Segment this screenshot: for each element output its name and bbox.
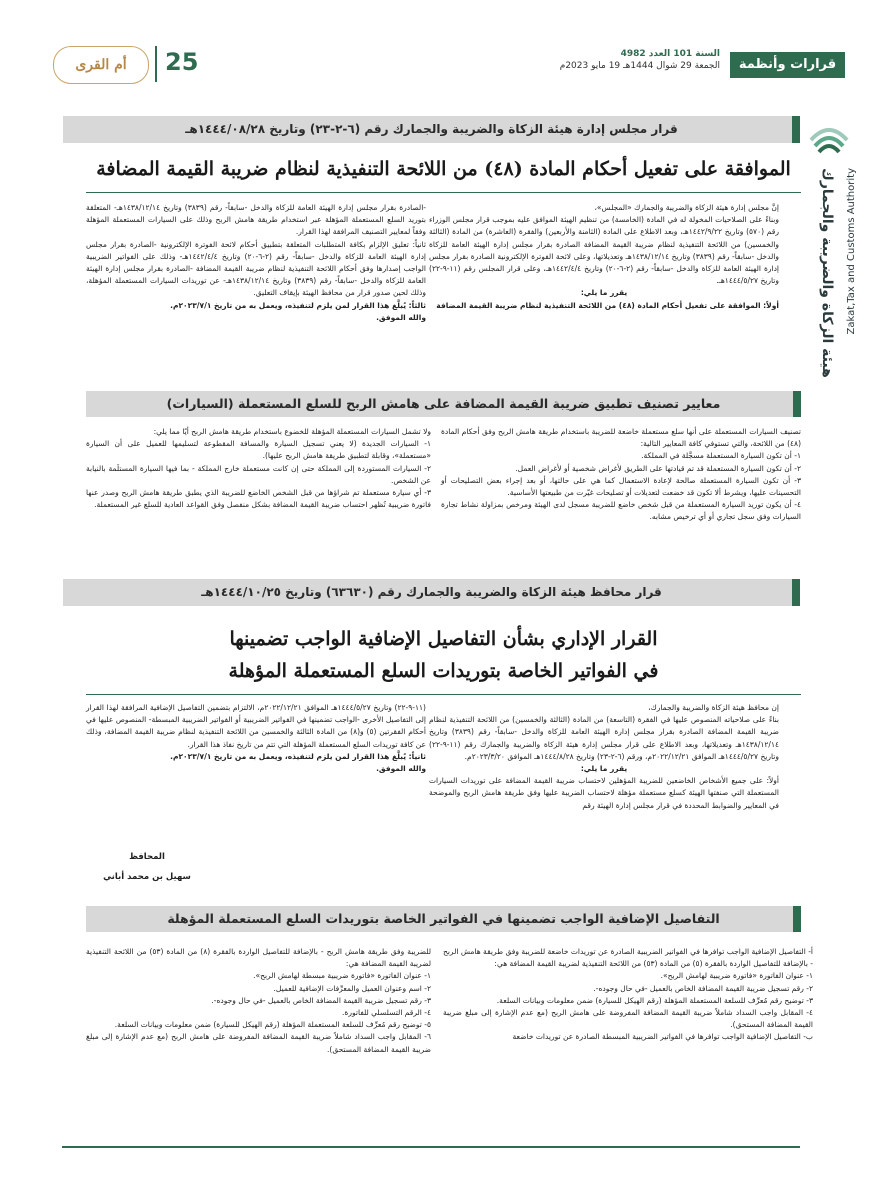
paragraph: يقرر ما يلي: (580, 764, 628, 774)
zatca-name-ar: هيئة الزكاة والضريبة والجمارك (819, 168, 835, 378)
criteria-band (86, 391, 801, 417)
paragraph: إنَّ مجلس إدارة هيئة الزكاة والضريبة والجمارك «المجلس»، (594, 203, 779, 212)
list-item: ٤- أن يكون توريد السيارة المستعملة من قبل شخص خاضع للضريبة مسجل لدى الهيئة ومرخص بمزاولة نشاط تجارة السيارات وفق سجل تجاري أو أي ترخيص مشابه. (441, 500, 801, 522)
band-accent (792, 116, 800, 143)
list-item: ٣- رقم تسجيل ضريبة القيمة المضافة الخاص بالعميل -في حال وجوده-. (211, 995, 431, 1005)
list-item: ١- السيارات الجديدة (لا يعني تسجيل السيارة والمسافة المقطوعة لتسليمها للعميل على أن السيارة «مستعملة»، وقابلة لتطبيق طريقة هامش الربح عليها). (86, 439, 431, 461)
paragraph: تصنيف السيارات المستعملة على أنها سلع مستعملة خاضعة للضريبة باستخدام طريقة هامش الربح وفق أحكام المادة (٤٨) من اللائحة، والتي تستوفي كافة المعايير التالية: (441, 427, 801, 449)
criteria-band-text: معايير تصنيف تطبيق ضريبة القيمة المضافة على هامش الربح للسلع المستعملة (السيارات) (166, 396, 721, 411)
decision1-right-column (429, 202, 779, 312)
decision2-left-column (86, 702, 426, 775)
decision1-title: الموافقة على تفعيل أحكام المادة (٤٨) من اللائحة التنفيذية لنظام ضريبة القيمة المضافة (96, 158, 791, 180)
footer-rule (62, 1146, 800, 1148)
year-issue: السنة 101 العدد 4982 (620, 49, 720, 59)
paragraph: بناءً على صلاحياته المنصوص عليها في الفقرة (التاسعة) من المادة (الثالثة والخمسين) من اللائحة التنفيذية لنظام ضريبة القيمة المضافة الصادرة بقرار مجلس إدارة الهيئة العامة للزكاة والدخل -سابقاً- رقم (٣٨٣٩) وتاريخ ١٤٣٨/١٢/١٤هـ وتعديلاتها، وبعد الاطلاع على قرار مجلس إدارة هيئة الزكاة والضريبة والجمارك رقم (١١-٩-٢٢) وتاريخ ١٤٤٤/٥/٢٧هـ الموافق ٢٠٢٢/١٢/٢١م، ورقم (٦-٢-٢٣) وتاريخ ١٤٤٤/٨/٢٨هـ الموافق ٢٠٢٣/٣/٢٠م. (429, 715, 780, 761)
paragraph: للضريبة وفق طريقة هامش الربح - بالإضافة للتفاصيل الواردة بالفقرة (٨) من المادة (٥٣) من اللائحة التنفيذية لضريبة القيمة المضافة هي: (86, 947, 431, 969)
zatca-mark-icon (807, 118, 851, 158)
list-item: ٢- رقم تسجيل ضريبة القيمة المضافة الخاص بالعميل -في حال وجوده-. (593, 983, 813, 993)
paragraph: أ- التفاصيل الإضافية الواجب توافرها في الفواتير الضريبية الصادرة عن توريدات خاضعة للضريبة وفق طريقة هامش الربح - بالإضافة للتفاصيل الواردة بالفقرة (٥) من المادة (٥٣) من اللائحة التنفيذية لضريبة القيمة المضافة هي: (443, 947, 813, 969)
list-item: ٣- أن تكون السيارة المستعملة صالحة لإعادة الاستعمال كما هي على حالتها، أو بعد إجراء بعض التصليحات أو التحسينات عليها، ويشرط ألا تكون قد خضعت لتعديلات أو تصليحات غيّرت من طبيعتها الأساسية. (441, 475, 801, 498)
list-item: ٤- الرقم التسلسلي للفاتورة. (342, 1008, 431, 1018)
paragraph: ب- التفاصيل الإضافية الواجب توافرها في الفواتير الضريبية المبسطة الصادرة عن توريدات خاضعة (512, 1032, 813, 1042)
decision1-band (63, 116, 800, 143)
band-accent (793, 391, 801, 417)
band-accent (792, 579, 800, 606)
title-rule (86, 192, 801, 193)
details-band-text: التفاصيل الإضافية الواجب تضمينها في الفواتير الخاصة بتوريدات السلع المستعملة المؤهلة (167, 911, 720, 926)
list-item: ١- عنوان الفاتورة «فاتورة ضريبية لهامش الربح». (660, 971, 813, 981)
list-item: ١- أن تكون السيارة المستعملة مسجَّلة في المملكة. (641, 451, 801, 461)
paragraph: إن محافظ هيئة الزكاة والضريبة والجمارك، (648, 703, 779, 712)
paragraph: والله الموفق. (376, 764, 426, 774)
paragraph: وبناءً على الصلاحيات المخولة له في المادة (الخامسة) من تنظيم الهيئة الموافق عليه بموجب قرار مجلس الوزراء رقم (٥٧٠) وتاريخ ١٤٤٢/٩/٢٢هـ، وبعد الاطلاع على المادة (الثامنة والأربعين) والفقرة (العاشرة) من المادة (الثالثة والخمسين) من اللائحة التنفيذية لنظام ضريبة القيمة المضافة الصادرة بقرار مجلس إدارة الهيئة العامة للزكاة والدخل -سابقاً- رقم (٣٨٣٩) وتاريخ ١٤٣٨/١٢/١٤هـ وتعديلاتها، وعلى لائحة الفوترة الإلكترونية الصادرة بقرار مجلس إدارة الهيئة العامة للزكاة والدخل -سابقاً- رقم (٢-٦-٢٠) وتاريخ ١٤٤٢/٤/٤هـ، وعلى قرار المجلس رقم (١١-٩-٢٢) وتاريخ ١٤٤٤/٥/٢٧هـ. (429, 215, 780, 286)
paragraph: ثانياً: تعليق الإلزام بكافة المتطلبات المتعلقة بتطبيق أحكام لائحة الفوترة الإلكترونية -الصادرة بقرار مجلس إدارة الهيئة العامة للزكاة والدخل -سابقاً- رقم (٢-٦-٢٠) وتاريخ ١٤٤٢/٤/٤هـ- وذلك على الفواتير الضريبية الواجب إصدارها وفق أحكام اللائحة التنفيذية لنظام ضريبة القيمة المضافة -الصادرة بقرار مجلس إدارة الهيئة العامة للزكاة والدخل -سابقاً- رقم (٣٨٣٩) وتاريخ ١٤٣٨/١٢/١٤هـ- عن توريدات السيارات المستعملة المؤهلة، وذلك لحين صدور قرار من محافظ الهيئة بإيقاف التعليق. (86, 239, 426, 298)
decision2-band-text: قرار محافظ هيئة الزكاة والضريبة والجمارك رقم (٦٣٦٣٠) وتاريخ ١٤٤٤/١٠/٢٥هـ (201, 585, 662, 599)
criteria-right-column (441, 426, 801, 524)
zatca-name-en: Zakat,Tax and Customs Authority (846, 168, 857, 335)
title-rule (86, 694, 801, 695)
list-item: ٣- أي سيارة مستعملة تم شراؤها من قبل الشخص الخاضع للضريبة الذي يطبق طريقة هامش الربح وصدر عنها فاتورة ضريبية تُظهر احتساب ضريبة القيمة المضافة بشكل منفصل وفق القواعد العادية للسلع غير المستعملة. (86, 488, 431, 510)
signature-title: المحافظ (129, 852, 165, 862)
issue-info (560, 48, 720, 72)
page-number: 25 (165, 48, 199, 76)
list-item: ٢- السيارات المستوردة إلى المملكة حتى إن كانت مستعملة خارج المملكة - بما فيها السيارة المستلَمة بالنيابة عن الشخص. (86, 463, 431, 485)
signature-name: سهيل بن محمد أباني (103, 872, 191, 882)
criteria-left-column (86, 426, 431, 511)
paragraph: ثالثاً: يُبلَّغ هذا القرار لمن يلزم لتنفيذه، ويعمل به من تاريخ ٢٠٢٣/٧/١م. (170, 300, 426, 310)
zatca-logo (799, 118, 859, 408)
paragraph: يقرر ما يلي: (580, 288, 628, 298)
list-item: ٤- المقابل واجب السداد شاملاً ضريبة القيمة المضافة المفروضة على هامش الربح (مع عدم الإشارة إلى مبلغ ضريبة القيمة المضافة المستحق). (443, 1008, 813, 1030)
decision1-left-column (86, 202, 426, 324)
paragraph: ثانياً: يُبلَّغ هذا القرار لمن يلزم لتنفيذه، ويعمل به من تاريخ ٢٠٢٣/٧/١م. (170, 751, 426, 761)
paragraph: (١١-٩-٢٢) وتاريخ ١٤٤٤/٥/٢٧هـ الموافق ٢٠٢٢/١٢/٢١م، الالتزام بتضمين التفاصيل الإضافية المرافقة لهذا القرار إلى التفاصيل الأخرى -الواجب تضمينها في الفواتير الضريبية أو الفواتير الضريبية المبسطة- المنصوص عليها في أحكام الفقرتين (٥) و(٨) من المادة الثالثة والخمسين من اللائحة التنفيذية لنظام ضريبة القيمة المضافة، وذلك عن كافة توريدات السلع المستعملة المؤهلة التي تتم من تاريخ نفاذ هذا القرار. (86, 703, 426, 749)
decision2-title-line1: القرار الإداري بشأن التفاصيل الإضافية الواجب تضمينها (229, 628, 658, 650)
paragraph: -الصادرة بقرار مجلس إدارة الهيئة العامة للزكاة والدخل -سابقاً- رقم (٣٨٣٩) وتاريخ ١٤٣٨/١٢/١٤هـ- المتعلقة بتوريد السلع المستعملة المؤهلة عبر استخدام طريقة هامش الربح وذلك على السيارات المستعملة المؤهلة وفقاً لمعايير التصنيف المرافقة لهذا القرار. (86, 203, 426, 237)
details-left-column (86, 946, 431, 1056)
list-item: ٢- أن تكون السيارة المستعملة قد تم قيادتها على الطريق لأغراض شخصية أو لأغراض العمل. (515, 463, 801, 473)
paragraph: أولاً: على جميع الأشخاص الخاضعين للضريبة المؤهلين لاحتساب ضريبة القيمة المضافة على توريدات السيارات المستعملة التي صنفتها الهيئة كسلع مستعملة مؤهلة لاحتساب الضريبة عليها وفق طريقة هامش الربح والموضحة في المعايير والضوابط المحددة في قرار مجلس إدارة الهيئة رقم (429, 776, 779, 810)
umm-al-qura-logo: أم القرى (53, 46, 149, 84)
paragraph: أولاً: الموافقة على تفعيل أحكام المادة (٤٨) من اللائحة التنفيذية لنظام ضريبة القيمة المضافة (436, 300, 779, 310)
decision2-band (63, 579, 800, 606)
decision2-right-column (429, 702, 779, 812)
page-header (45, 40, 845, 90)
paragraph: ولا تشمل السيارات المستعملة المؤهلة للخضوع باستخدام طريقة هامش الربح أيًا مما يلي: (153, 427, 431, 436)
list-item: ١- عنوان الفاتورة «فاتورة ضريبية مبسطة لهامش الربح». (253, 971, 431, 981)
list-item: ٣- توضيح رقم مُعرِّف للسلعة المستعملة المؤهلة (رقم الهيكل للسيارة) ضمن معلومات وبيانات السلعة. (496, 995, 813, 1005)
list-item: ٦- المقابل واجب السداد شاملاً ضريبة القيمة المضافة المفروضة على هامش الربح (مع عدم الإشارة إلى مبلغ ضريبة القيمة المضافة المستحق). (86, 1032, 431, 1054)
paragraph: والله الموفق. (376, 312, 426, 322)
header-divider (155, 46, 157, 82)
details-right-column (443, 946, 813, 1044)
zatca-name (801, 168, 857, 398)
decision1-band-text: قرار مجلس إدارة هيئة الزكاة والضريبة والجمارك رقم (٦-٢-٢٣) وتاريخ ١٤٤٤/٠٨/٢٨هـ (185, 122, 678, 136)
list-item: ٥- توضيح رقم مُعرِّف للسلعة المستعملة المؤهلة (رقم الهيكل للسيارة) ضمن معلومات وبيانات السلعة. (114, 1020, 431, 1030)
issue-date: الجمعة 29 شوال 1444هـ 19 مايو 2023م (559, 61, 720, 71)
decision2-title-line2: في الفواتير الخاصة بتوريدات السلع المستعملة المؤهلة (228, 660, 659, 682)
details-band (86, 906, 801, 932)
list-item: ٢- اسم وعنوان العميل والمعرِّفات الإضافية للعميل. (273, 983, 431, 993)
section-badge: قرارات وأنظمة (730, 52, 845, 78)
band-accent (793, 906, 801, 932)
